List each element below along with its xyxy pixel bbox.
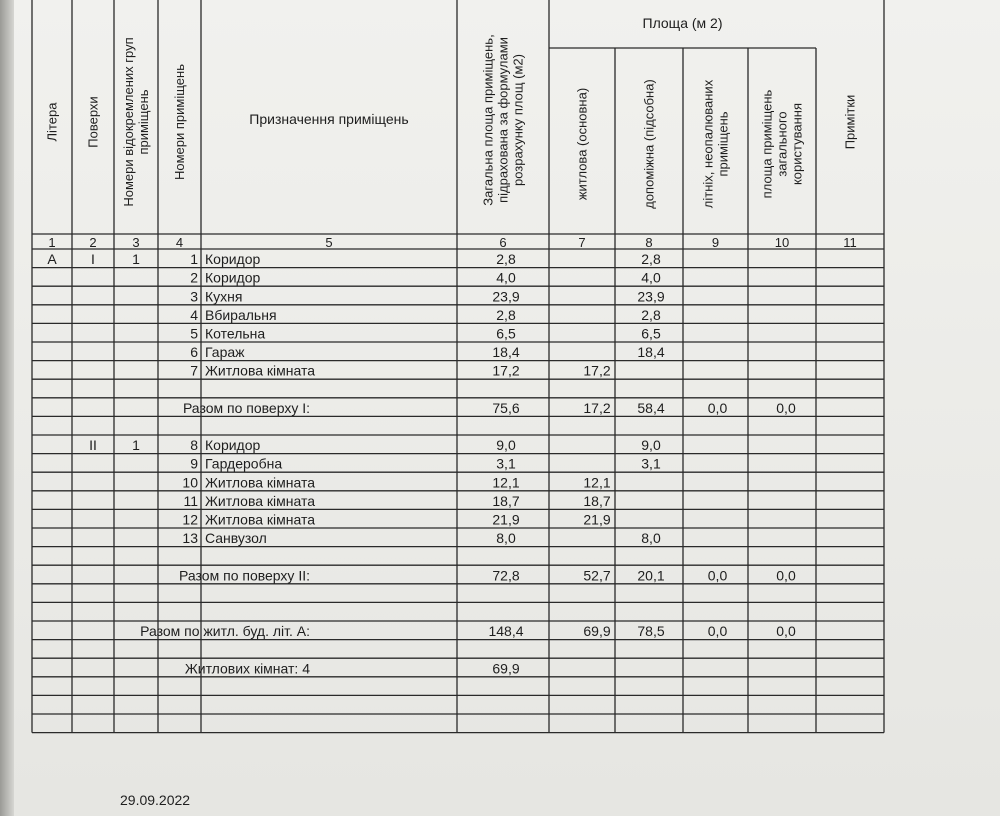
purpose-cell: Гараж — [205, 344, 245, 361]
total-area-cell: 17,2 — [492, 362, 520, 379]
summer-area-cell: 0,0 — [707, 567, 728, 584]
common-area-cell: 0,0 — [776, 399, 796, 416]
living-area-cell: 21,9 — [583, 511, 611, 528]
column-number: 2 — [89, 235, 97, 250]
auxiliary-area-cell: 58,4 — [637, 399, 665, 416]
header-summer: літніх, неопалюваних — [700, 79, 716, 209]
summer-area-cell: 0,0 — [707, 399, 728, 416]
purpose-cell: Гардеробна — [205, 455, 283, 472]
auxiliary-area-cell: 23,9 — [637, 288, 665, 305]
column-number: 4 — [175, 235, 184, 250]
living-area-cell: 12,1 — [583, 474, 611, 491]
living-area-cell: 17,2 — [583, 399, 611, 416]
auxiliary-area-cell: 20,1 — [637, 567, 665, 584]
group-cell: 1 — [132, 251, 140, 268]
floor-cell: І — [91, 251, 95, 268]
header-total-area: розрахунку площ (м2) — [510, 54, 526, 186]
header-litera: Літера — [44, 102, 60, 142]
document-date: 29.09.2022 — [120, 792, 191, 808]
purpose-cell: Житлова кімната — [205, 362, 316, 379]
header-poverkhy: Поверхи — [85, 96, 101, 148]
purpose-cell: Коридор — [205, 269, 261, 286]
header-notes: Примітки — [842, 94, 858, 150]
room-number-cell: 10 — [182, 474, 198, 491]
total-area-cell: 18,7 — [492, 492, 520, 509]
header-common: площа приміщень — [759, 89, 775, 199]
total-area-cell: 4,0 — [496, 269, 516, 286]
group-cell: 1 — [132, 437, 140, 454]
purpose-cell: Житлова кімната — [205, 474, 316, 491]
room-number-cell: 11 — [183, 492, 198, 509]
column-number: 9 — [711, 235, 720, 250]
total-area-cell: 72,8 — [492, 567, 520, 584]
purpose-cell: Житлова кімната — [205, 511, 316, 528]
total-area-cell: 23,9 — [492, 288, 520, 305]
header-common: користування — [789, 102, 805, 186]
purpose-cell: Вбиральня — [205, 306, 277, 323]
total-area-cell: 21,9 — [492, 511, 520, 528]
summary-label: Разом по житл. буд. літ. А: — [140, 623, 310, 640]
total-area-cell: 2,8 — [496, 306, 516, 323]
auxiliary-area-cell: 2,8 — [641, 251, 661, 268]
auxiliary-area-cell: 4,0 — [641, 269, 661, 286]
total-area-cell: 3,1 — [496, 455, 516, 472]
column-number: 7 — [578, 235, 586, 250]
room-number-cell: 5 — [190, 325, 198, 342]
living-area-cell: 52,7 — [583, 567, 611, 584]
room-number-cell: 4 — [190, 306, 198, 323]
purpose-cell: Житлова кімната — [205, 492, 316, 509]
total-area-cell: 2,8 — [496, 251, 516, 268]
room-number-cell: 9 — [190, 455, 198, 472]
column-number: 10 — [774, 235, 790, 250]
total-area-cell: 12,1 — [492, 474, 520, 491]
header-living: житлова (основна) — [574, 87, 590, 201]
column-number: 5 — [325, 235, 333, 250]
purpose-cell: Кухня — [205, 288, 243, 305]
purpose-cell: Коридор — [205, 251, 261, 268]
summary-label: Житлових кімнат: 4 — [184, 660, 310, 677]
header-rooms: Номери приміщень — [172, 64, 188, 180]
room-number-cell: 1 — [190, 251, 198, 268]
header-summer: приміщень — [715, 111, 731, 177]
purpose-cell: Коридор — [205, 437, 261, 454]
floor-cell: ІІ — [89, 437, 97, 454]
room-number-cell: 6 — [190, 344, 198, 361]
header-auxiliary: допоміжна (підсобна) — [641, 79, 657, 209]
total-area-cell: 18,4 — [492, 344, 520, 361]
room-number-cell: 7 — [190, 362, 198, 379]
summer-area-cell: 0,0 — [707, 623, 728, 640]
common-area-cell: 0,0 — [776, 623, 796, 640]
auxiliary-area-cell: 2,8 — [641, 306, 661, 323]
header-area-group: Площа (м 2) — [642, 15, 723, 31]
summary-label: Разом по поверху ІІ: — [179, 567, 310, 584]
auxiliary-area-cell: 78,5 — [637, 623, 665, 640]
column-number: 8 — [645, 235, 653, 250]
total-area-cell: 75,6 — [492, 399, 520, 416]
auxiliary-area-cell: 6,5 — [641, 325, 661, 342]
total-area-cell: 6,5 — [496, 325, 516, 342]
purpose-cell: Котельна — [205, 325, 266, 342]
litera-cell: А — [47, 251, 57, 268]
total-area-cell: 148,4 — [488, 623, 524, 640]
header-common: загального — [774, 111, 790, 177]
auxiliary-area-cell: 3,1 — [641, 455, 661, 472]
living-area-cell: 17,2 — [583, 362, 611, 379]
living-area-cell: 69,9 — [583, 623, 611, 640]
header-total-area: Загальна площа приміщень, — [480, 34, 496, 206]
auxiliary-area-cell: 18,4 — [637, 344, 665, 361]
auxiliary-area-cell: 9,0 — [641, 437, 661, 454]
total-area-cell: 69,9 — [492, 660, 520, 677]
living-area-cell: 18,7 — [583, 492, 611, 509]
summary-label: Разом по поверху І: — [182, 399, 310, 416]
header-groups: Номери відокремлених груп — [121, 37, 137, 207]
room-number-cell: 13 — [182, 530, 198, 547]
room-number-cell: 12 — [182, 511, 198, 528]
column-number: 1 — [48, 235, 56, 250]
total-area-cell: 9,0 — [496, 437, 516, 454]
header-groups: приміщень — [136, 89, 152, 155]
room-number-cell: 3 — [190, 288, 198, 305]
purpose-cell: Санвузол — [205, 530, 267, 547]
total-area-cell: 8,0 — [496, 530, 516, 547]
header-total-area: підрахована за формулами — [495, 37, 511, 203]
auxiliary-area-cell: 8,0 — [641, 530, 661, 547]
column-number: 6 — [499, 235, 507, 250]
column-number: 11 — [843, 235, 857, 250]
room-number-cell: 8 — [190, 437, 198, 454]
common-area-cell: 0,0 — [776, 567, 796, 584]
header-purpose: Призначення приміщень — [249, 111, 409, 127]
column-number: 3 — [132, 235, 140, 250]
room-number-cell: 2 — [190, 269, 198, 286]
